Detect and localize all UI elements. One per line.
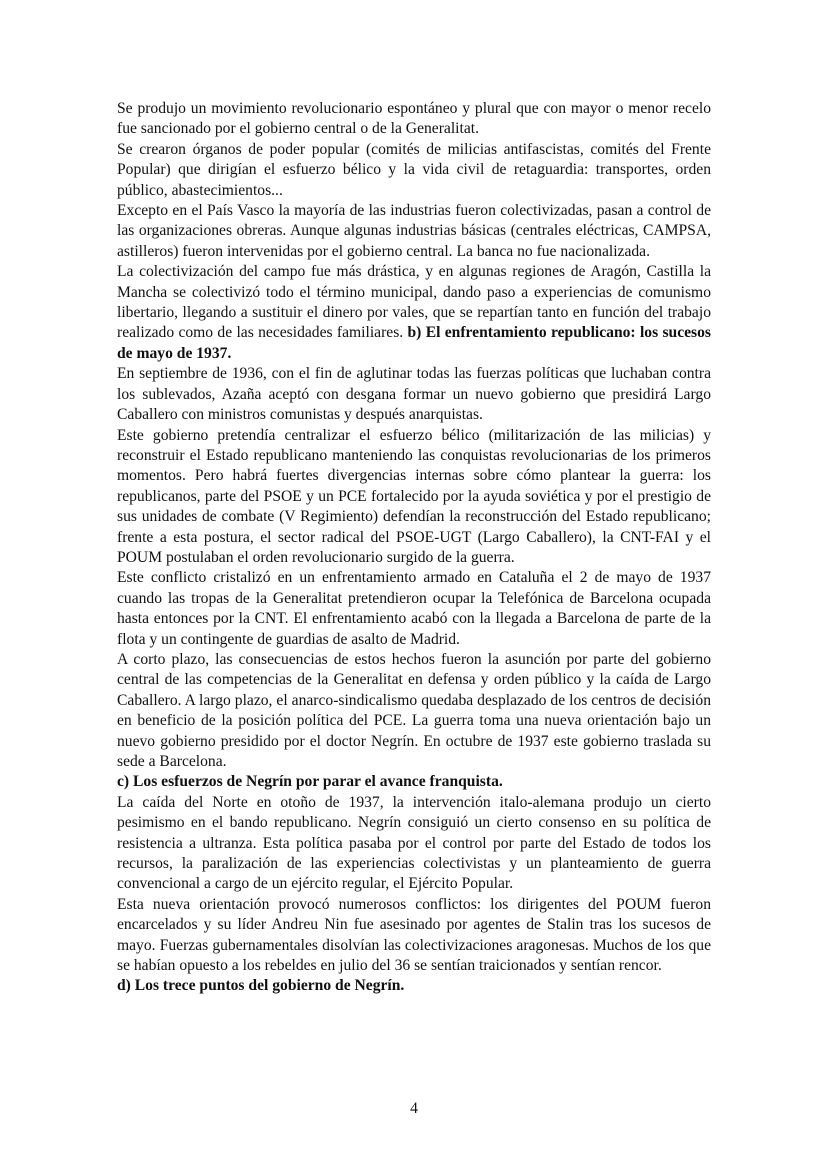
- page-body: [117, 99, 711, 997]
- paragraph-largo-caballero-government: En septiembre de 1936, con el fin de aglutinar todas las fuerzas políticas que luchaban contra los sublevados, Azaña aceptó con desgana formar un nuevo gobierno que presidirá Largo Caballero con ministros comunistas y después anarquistas.: [117, 365, 711, 424]
- paragraph-new-orientation: Esta nueva orientación provocó numerosos conflictos: los dirigentes del POUM fueron encarcelados y su líder Andreu Nin fue asesinado por agentes de Stalin tras los sucesos de mayo. Fuerzas gubernamentales disolvían las colectivizaciones aragonesas. Muchos de los que se habían opuesto a los rebeldes en julio del 36 se sentían traicionados y sentían rencor.: [117, 895, 711, 975]
- paragraph-may-conflict: Este conflicto cristalizó en un enfrentamiento armado en Cataluña el 2 de mayo de 1937 cuando las tropas de la Generalitat pretendieron ocupar la Telefónica de Barcelona ocupada hasta entonces por la CNT. El enfrentamiento acabó con la llegada a Barcelona de parte de la flota y un contingente de guardias de asalto de Madrid.: [117, 569, 711, 648]
- paragraph-countryside-text: La colectivización del campo fue más drástica, y en algunas regiones de Aragón, Castilla la Mancha se colectivizó todo el término municipal, dando paso a experiencias de comunismo libertario, llegando a sustituir el dinero por vales, que se repartían tanto en función del trabajo realizado como de las necesidades familiares.: [117, 263, 711, 342]
- section-heading-c: c) Los esfuerzos de Negrín por parar el avance franquista.: [117, 773, 503, 791]
- section-heading-b: b) El enfrentamiento republicano: los sucesos de mayo de 1937.: [117, 324, 711, 362]
- paragraph-negrin-resistance: La caída del Norte en otoño de 1937, la intervención italo-alemana produjo un cierto pesimismo en el bando republicano. Negrín consiguió un cierto consenso en su política de resistencia a ultranza. Esta política pasaba por el control por parte del Estado de todos los recursos, la paralización de las experiencias colectivistas y un planteamiento de guerra convencional a cargo de un ejército regular, el Ejército Popular.: [117, 793, 711, 893]
- paragraph-centralization: Este gobierno pretendía centralizar el esfuerzo bélico (militarización de las milicias) y reconstruir el Estado republicano manteniendo las conquistas revolucionarias de los primeros momentos. Pero habrá fuertes divergencias internas sobre cómo plantear la guerra: los republicanos, parte del PSOE y un PCE fortalecido por la ayuda soviética y por el prestigio de sus unidades de combate (V Regimiento) defendían la reconstrucción del Estado republicano; frente a esta postura, el sector radical del PSOE-UGT (Largo Caballero), la CNT-FAI y el POUM postulaban el orden revolucionario surgido de la guerra.: [117, 426, 711, 566]
- paragraph-popular-power: Se crearon órganos de poder popular (comités de milicias antifascistas, comités del Frente Popular) que dirigían el esfuerzo bélico y la vida civil de retaguardia: transportes, orden público, abastecimientos...: [117, 140, 711, 199]
- section-heading-d: d) Los trece puntos del gobierno de Negrín.: [117, 977, 405, 995]
- paragraph-industries: Excepto en el País Vasco la mayoría de las industrias fueron colectivizadas, pasan a control de las organizaciones obreras. Aunque algunas industrias básicas (centrales eléctricas, CAMPSA, astilleros) fueron intervenidas por el gobierno central. La banca no fue nacionalizada.: [117, 202, 711, 260]
- paragraph-countryside-collectivization: [117, 262, 711, 364]
- page-number: 4: [410, 1100, 418, 1117]
- paragraph-consequences: A corto plazo, las consecuencias de estos hechos fueron la asunción por parte del gobierno central de las competencias de la Generalitat en defensa y orden público y la caída de Largo Caballero. A largo plazo, el anarco-sindicalismo quedaba desplazado de los centros de decisión en beneficio de la posición política del PCE. La guerra toma una nueva orientación bajo un nuevo gobierno presidido por el doctor Negrín. En octubre de 1937 este gobierno traslada su sede a Barcelona.: [117, 650, 711, 770]
- paragraph-revolutionary-movement: Se produjo un movimiento revolucionario espontáneo y plural que con mayor o menor recelo fue sancionado por el gobierno central o de la Generalitat.: [117, 100, 711, 138]
